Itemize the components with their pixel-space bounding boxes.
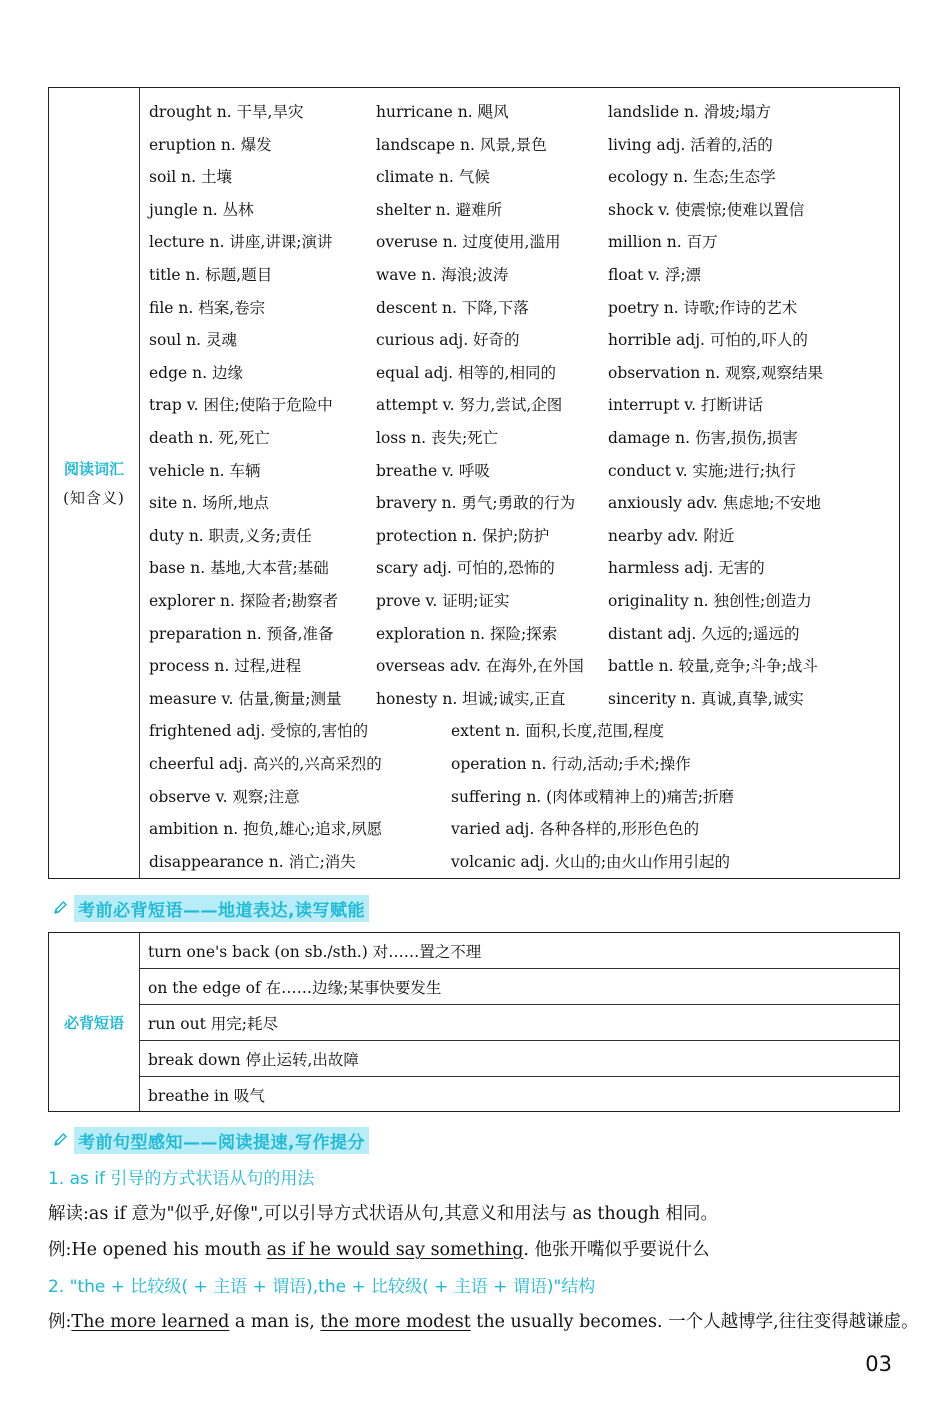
vocab-entry: overseas adv. 在海外,在外国 [376, 657, 584, 676]
vocab-entry: harmless adj. 无害的 [608, 559, 765, 578]
vocab-entry: base n. 基地,大本营;基础 [149, 559, 329, 578]
phrase-table [48, 932, 900, 1112]
vocab-entry: soul n. 灵魂 [149, 331, 237, 350]
vocab-entry: scary adj. 可怕的,恐怖的 [376, 559, 555, 578]
vocab-entry: volcanic adj. 火山的;由火山作用引起的 [451, 852, 731, 871]
sentence-heading-text: 考前句型感知——阅读提速,写作提分 [74, 1127, 369, 1154]
vocab-entry: eruption n. 爆发 [149, 135, 272, 154]
example-middle: a man is, [229, 1312, 321, 1332]
grammar-point-2-example [48, 1308, 919, 1333]
vocab-entry: landscape n. 风景,景色 [376, 135, 547, 154]
vocab-entry: protection n. 保护;防护 [376, 526, 550, 545]
vocab-entry: descent n. 下降,下落 [376, 298, 529, 317]
vocab-entry: equal adj. 相等的,相同的 [376, 363, 556, 382]
vocab-entry: curious adj. 好奇的 [376, 331, 520, 350]
vocab-entry: vehicle n. 车辆 [149, 461, 261, 480]
vocab-entry: observation n. 观察,观察结果 [608, 363, 823, 382]
vocab-entry: file n. 档案,卷宗 [149, 298, 266, 317]
vocab-entry: interrupt v. 打断讲话 [608, 396, 763, 415]
grammar-point-2-title: 2. "the + 比较级( + 主语 + 谓语),the + 比较级( + 主语 + 谓语)"结构 [48, 1277, 596, 1297]
vocab-entry: conduct v. 实施;进行;执行 [608, 461, 796, 480]
vocabulary-category-label: 阅读词汇 [63, 460, 124, 478]
phrase-text: turn one's back (on sb./sth.) 对……置之不理 [148, 942, 482, 961]
vocab-entry: edge n. 边缘 [149, 363, 243, 382]
vocab-entry: battle n. 较量,竞争;斗争;战斗 [608, 657, 818, 676]
vocab-entry: attempt v. 努力,尝试,企图 [376, 396, 563, 415]
phrase-text: on the edge of 在……边缘;某事快要发生 [148, 978, 442, 997]
example-suffix: the usually becomes. 一个人越博学,往往变得越谦虚。 [470, 1312, 919, 1332]
vocab-entry: living adj. 活着的,活的 [608, 135, 773, 154]
vocab-entry: float v. 浮;漂 [608, 266, 702, 284]
vocab-entry: title n. 标题,题目 [149, 266, 273, 284]
sentence-section-heading [52, 1127, 369, 1153]
vocab-entry: horrible adj. 可怕的,吓人的 [608, 331, 808, 350]
phrase-heading-text: 考前必背短语——地道表达,读写赋能 [74, 895, 369, 922]
vocab-entry: jungle n. 丛林 [149, 200, 254, 219]
phrase-row [139, 1041, 899, 1077]
example-prefix: 例: [48, 1312, 72, 1332]
page-number: 03 [865, 1352, 892, 1376]
vocab-entry: drought n. 干旱,旱灾 [149, 103, 304, 121]
example-underlined: The more learned [71, 1312, 230, 1332]
vocab-entry: hurricane n. 飓风 [376, 103, 509, 121]
vocab-entry: trap v. 困住;使陷于危险中 [149, 396, 333, 415]
vocab-entry: million n. 百万 [608, 233, 718, 252]
phrase-text: run out 用完;耗尽 [148, 1014, 278, 1033]
vocab-entry: cheerful adj. 高兴的,兴高采烈的 [149, 755, 382, 773]
vocab-entry: ecology n. 生态;生态学 [608, 168, 776, 187]
vocab-entry: breathe v. 呼吸 [376, 461, 490, 480]
vocab-entry: wave n. 海浪;波涛 [376, 266, 509, 284]
vocab-entry: poetry n. 诗歌;作诗的艺术 [608, 298, 798, 317]
vocab-entry: damage n. 伤害,损伤,损害 [608, 429, 798, 447]
vocab-entry: explorer n. 探险者;勘察者 [149, 592, 339, 610]
vocab-entry: soil n. 土壤 [149, 168, 232, 187]
vocab-entry: preparation n. 预备,准备 [149, 624, 334, 643]
vocab-entry: frightened adj. 受惊的,害怕的 [149, 722, 369, 741]
vocab-entry: duty n. 职责,义务;责任 [149, 526, 312, 545]
phrase-text: breathe in 吸气 [148, 1087, 265, 1105]
phrase-row [139, 969, 899, 1005]
grammar-point-1-explanation: 解读:as if 意为"似乎,好像",可以引导方式状语从句,其意义和用法与 as though 相同。 [48, 1204, 718, 1224]
vocab-entry: sincerity n. 真诚,真挚,诚实 [608, 689, 804, 708]
vocabulary-table [48, 87, 900, 879]
vocab-entry: bravery n. 勇气;勇敢的行为 [376, 494, 576, 513]
example-suffix: . 他张开嘴似乎要说什么 [523, 1240, 710, 1260]
pencil-icon [52, 1132, 68, 1148]
phrase-category-label: 必背短语 [49, 933, 140, 1111]
vocabulary-category [49, 88, 140, 878]
vocab-entry: exploration n. 探险;探索 [376, 624, 558, 643]
vocab-entry: honesty n. 坦诚;诚实,正直 [376, 689, 566, 708]
phrase-row [139, 1005, 899, 1041]
example-prefix: 例:He opened his mouth [48, 1240, 267, 1260]
vocab-entry: observe v. 观察;注意 [149, 787, 300, 806]
vocab-entry: death n. 死,死亡 [149, 429, 270, 447]
vocab-entry: landslide n. 滑坡;塌方 [608, 103, 772, 121]
vocab-entry: lecture n. 讲座,讲课;演讲 [149, 233, 333, 252]
grammar-point-1-title: 1. as if 引导的方式状语从句的用法 [48, 1169, 315, 1189]
phrase-row [139, 1077, 899, 1113]
vocab-entry: extent n. 面积,长度,范围,程度 [451, 722, 665, 741]
phrase-text: break down 停止运转,出故障 [148, 1050, 359, 1069]
vocab-entry: distant adj. 久远的;遥远的 [608, 624, 800, 643]
vocab-entry: nearby adv. 附近 [608, 526, 735, 545]
vocab-entry: disappearance n. 消亡;消失 [149, 852, 356, 871]
phrase-row [139, 933, 899, 969]
example-underlined: the more modest [320, 1312, 471, 1332]
vocabulary-category-sublabel: (知含义) [63, 489, 125, 507]
vocab-entry: originality n. 独创性;创造力 [608, 592, 812, 610]
vocab-entry: measure v. 估量,衡量;测量 [149, 689, 342, 708]
example-underlined: as if he would say something [266, 1240, 524, 1260]
vocab-entry: anxiously adv. 焦虑地;不安地 [608, 494, 821, 513]
vocab-entry: suffering n. (肉体或精神上的)痛苦;折磨 [451, 787, 734, 806]
vocab-entry: operation n. 行动,活动;手术;操作 [451, 755, 691, 773]
vocab-entry: process n. 过程,进程 [149, 657, 302, 676]
vocab-entry: prove v. 证明;证实 [376, 592, 510, 610]
vocab-entry: overuse n. 过度使用,滥用 [376, 233, 561, 252]
grammar-point-1-example [48, 1236, 710, 1261]
vocab-entry: loss n. 丧失;死亡 [376, 429, 499, 447]
vocab-entry: climate n. 气候 [376, 168, 490, 187]
pencil-icon [52, 900, 68, 916]
phrase-section-heading [52, 895, 369, 921]
vocab-entry: site n. 场所,地点 [149, 494, 270, 513]
vocab-entry: shelter n. 避难所 [376, 200, 503, 219]
vocab-entry: shock v. 使震惊;使难以置信 [608, 200, 805, 219]
vocab-entry: varied adj. 各种各样的,形形色色的 [451, 820, 700, 839]
vocab-entry: ambition n. 抱负,雄心;追求,夙愿 [149, 820, 383, 839]
